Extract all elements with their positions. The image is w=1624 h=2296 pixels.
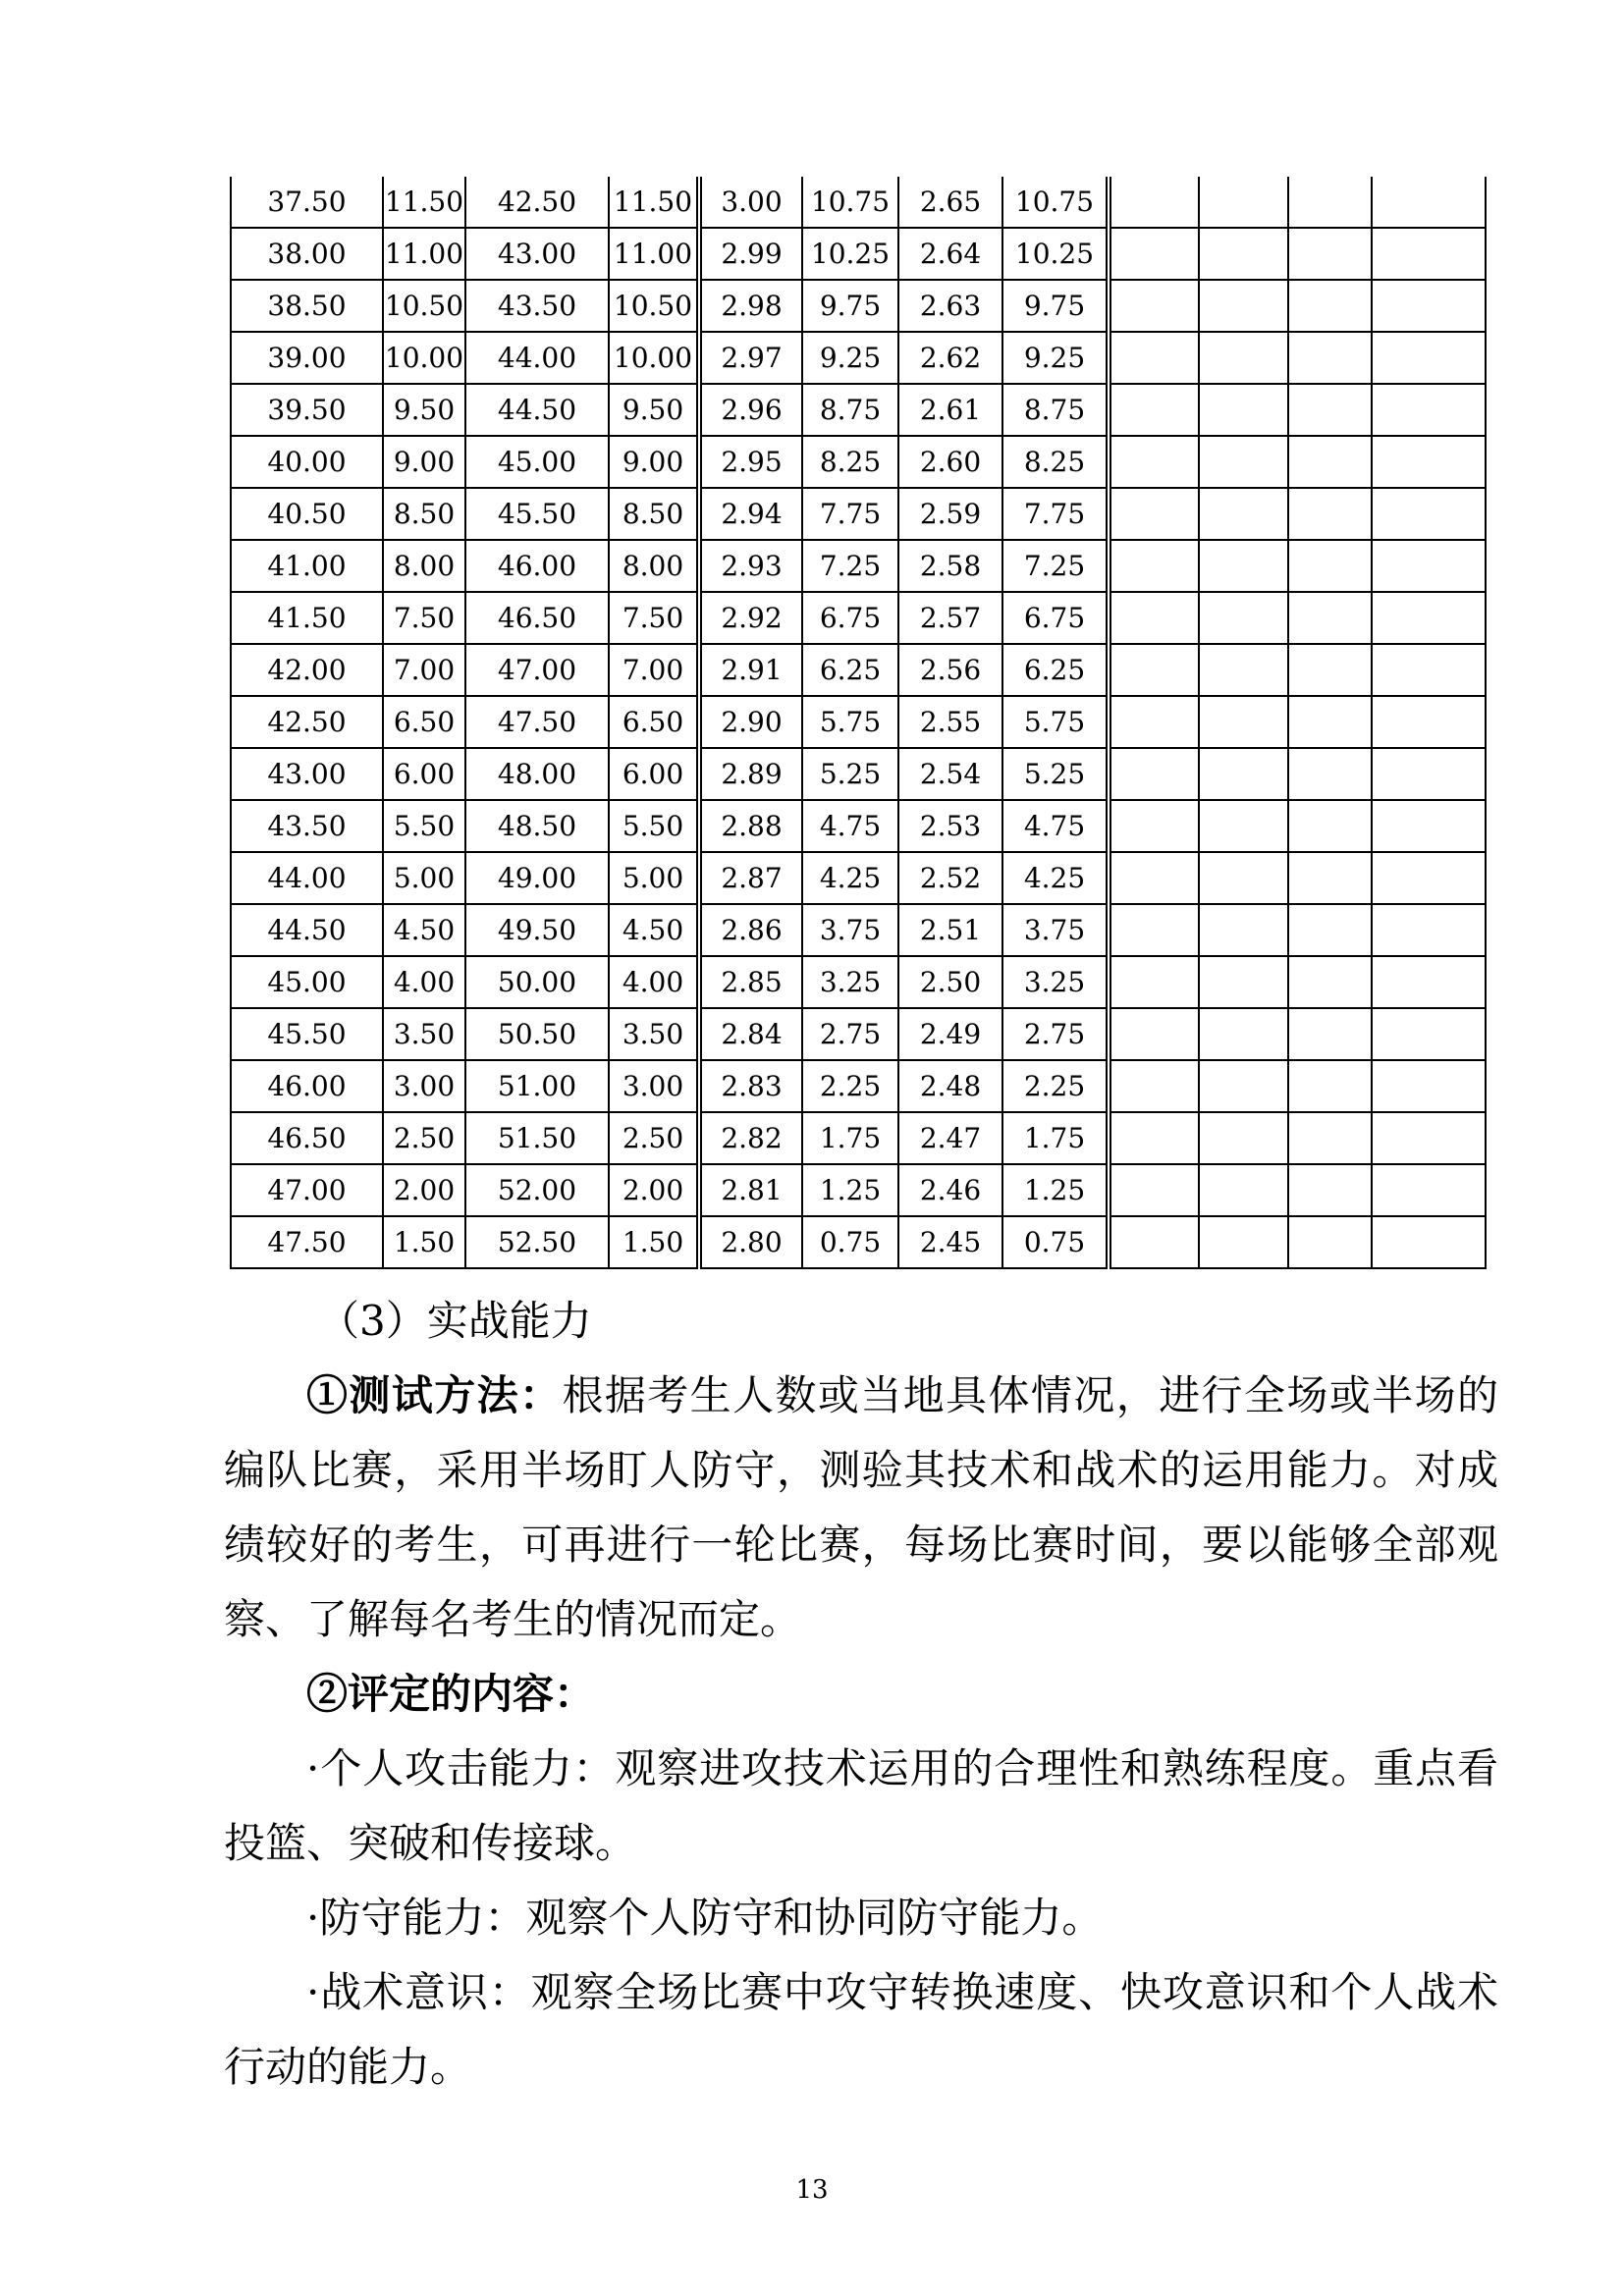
table-cell: 41.00 — [231, 540, 383, 592]
table-row — [231, 904, 1486, 956]
table-cell — [1199, 800, 1288, 852]
table-cell: 9.25 — [1002, 332, 1109, 384]
table-cell: 2.00 — [383, 1164, 465, 1216]
table-cell — [1372, 956, 1486, 1008]
table-cell: 2.95 — [699, 436, 802, 488]
table-cell — [1372, 1216, 1486, 1268]
table-cell: 1.75 — [1002, 1112, 1109, 1164]
table-cell: 9.00 — [383, 436, 465, 488]
table-cell: 9.75 — [802, 280, 898, 332]
table-cell — [1109, 488, 1199, 540]
table-cell: 1.25 — [1002, 1164, 1109, 1216]
table-row — [231, 1216, 1486, 1268]
test-method-text: 根据考生人数或当地具体情况，进行全场或半场的编队比赛，采用半场盯人防守，测验其技术和战术的运用能力。对成绩较好的考生，可再进行一轮比赛，每场比赛时间，要以能够全部观察、了解每名考生的情况而定。 — [224, 1371, 1498, 1643]
table-cell: 2.88 — [699, 800, 802, 852]
table-cell — [1372, 332, 1486, 384]
table-cell: 5.75 — [802, 696, 898, 748]
table-cell — [1288, 177, 1372, 228]
table-cell: 11.00 — [383, 228, 465, 280]
table-cell — [1372, 748, 1486, 800]
table-cell — [1372, 280, 1486, 332]
table-cell: 44.00 — [465, 332, 609, 384]
table-cell: 7.25 — [802, 540, 898, 592]
table-cell: 46.50 — [231, 1112, 383, 1164]
table-cell: 48.00 — [465, 748, 609, 800]
table-cell: 2.58 — [898, 540, 1002, 592]
table-cell: 1.50 — [383, 1216, 465, 1268]
table-cell: 4.25 — [802, 852, 898, 904]
table-cell: 2.54 — [898, 748, 1002, 800]
table-cell: 2.81 — [699, 1164, 802, 1216]
table-cell — [1288, 904, 1372, 956]
table-cell: 4.00 — [609, 956, 699, 1008]
table-cell: 38.50 — [231, 280, 383, 332]
table-cell — [1199, 1112, 1288, 1164]
table-cell: 3.50 — [383, 1008, 465, 1060]
table-cell: 2.94 — [699, 488, 802, 540]
table-cell — [1199, 1060, 1288, 1112]
table-cell — [1372, 644, 1486, 696]
table-cell: 2.59 — [898, 488, 1002, 540]
table-cell: 9.75 — [1002, 280, 1109, 332]
table-cell: 40.00 — [231, 436, 383, 488]
table-cell — [1199, 228, 1288, 280]
section-heading: （3）实战能力 — [318, 1297, 592, 1345]
table-cell: 0.75 — [802, 1216, 898, 1268]
table-row — [231, 488, 1486, 540]
table-cell: 2.52 — [898, 852, 1002, 904]
table-cell — [1372, 488, 1486, 540]
table-cell: 0.75 — [1002, 1216, 1109, 1268]
table-cell: 2.48 — [898, 1060, 1002, 1112]
table-cell: 6.50 — [609, 696, 699, 748]
table-cell — [1372, 1060, 1486, 1112]
table-row — [231, 748, 1486, 800]
table-cell: 11.00 — [609, 228, 699, 280]
table-cell: 7.50 — [383, 592, 465, 644]
table-cell: 6.25 — [802, 644, 898, 696]
score-table-body — [231, 177, 1486, 1268]
table-cell — [1372, 592, 1486, 644]
evaluation-label: ②评定的内容： — [306, 1670, 596, 1718]
table-cell: 43.00 — [465, 228, 609, 280]
table-cell: 2.62 — [898, 332, 1002, 384]
table-cell: 4.50 — [609, 904, 699, 956]
table-cell — [1199, 592, 1288, 644]
table-cell — [1109, 1216, 1199, 1268]
table-cell: 2.64 — [898, 228, 1002, 280]
table-cell: 2.97 — [699, 332, 802, 384]
table-cell: 5.25 — [802, 748, 898, 800]
table-cell: 47.00 — [465, 644, 609, 696]
table-cell — [1199, 956, 1288, 1008]
table-cell — [1288, 852, 1372, 904]
table-cell: 3.00 — [609, 1060, 699, 1112]
table-cell: 2.61 — [898, 384, 1002, 436]
table-cell — [1109, 852, 1199, 904]
table-cell — [1109, 436, 1199, 488]
table-cell — [1288, 800, 1372, 852]
table-cell: 3.75 — [802, 904, 898, 956]
table-cell: 4.75 — [802, 800, 898, 852]
table-cell: 2.82 — [699, 1112, 802, 1164]
table-cell: 8.00 — [609, 540, 699, 592]
table-cell — [1288, 280, 1372, 332]
table-cell: 2.46 — [898, 1164, 1002, 1216]
table-cell: 50.50 — [465, 1008, 609, 1060]
table-cell: 2.51 — [898, 904, 1002, 956]
table-cell: 10.00 — [383, 332, 465, 384]
table-cell: 6.75 — [1002, 592, 1109, 644]
table-cell — [1288, 696, 1372, 748]
table-cell: 10.75 — [1002, 177, 1109, 228]
table-cell: 11.50 — [383, 177, 465, 228]
table-cell: 5.50 — [383, 800, 465, 852]
table-cell: 10.50 — [609, 280, 699, 332]
table-cell — [1288, 332, 1372, 384]
table-cell — [1372, 540, 1486, 592]
table-cell: 41.50 — [231, 592, 383, 644]
table-cell: 2.89 — [699, 748, 802, 800]
table-cell — [1109, 904, 1199, 956]
table-row — [231, 800, 1486, 852]
table-cell: 44.50 — [465, 384, 609, 436]
table-cell: 2.50 — [898, 956, 1002, 1008]
table-cell: 49.50 — [465, 904, 609, 956]
table-cell: 2.56 — [898, 644, 1002, 696]
score-table — [230, 177, 1487, 1269]
table-cell — [1199, 852, 1288, 904]
table-cell: 10.50 — [383, 280, 465, 332]
table-cell — [1109, 1164, 1199, 1216]
table-cell: 2.99 — [699, 228, 802, 280]
table-cell: 37.50 — [231, 177, 383, 228]
table-cell: 43.50 — [231, 800, 383, 852]
table-cell — [1199, 644, 1288, 696]
table-row — [231, 852, 1486, 904]
table-cell: 2.50 — [383, 1112, 465, 1164]
table-cell — [1372, 1164, 1486, 1216]
table-row — [231, 1008, 1486, 1060]
table-cell — [1288, 540, 1372, 592]
table-cell: 7.25 — [1002, 540, 1109, 592]
table-cell: 2.93 — [699, 540, 802, 592]
table-cell — [1109, 800, 1199, 852]
score-table-container — [230, 177, 1485, 1269]
table-cell — [1109, 644, 1199, 696]
table-cell: 9.50 — [383, 384, 465, 436]
table-cell: 40.50 — [231, 488, 383, 540]
table-cell — [1288, 228, 1372, 280]
table-cell — [1288, 748, 1372, 800]
table-cell: 6.25 — [1002, 644, 1109, 696]
table-cell — [1109, 177, 1199, 228]
table-cell: 2.63 — [898, 280, 1002, 332]
table-cell: 1.25 — [802, 1164, 898, 1216]
table-cell — [1288, 1008, 1372, 1060]
table-cell — [1199, 748, 1288, 800]
table-cell: 4.00 — [383, 956, 465, 1008]
table-cell — [1288, 1112, 1372, 1164]
table-cell: 5.00 — [383, 852, 465, 904]
table-cell — [1288, 384, 1372, 436]
table-cell: 2.65 — [898, 177, 1002, 228]
table-cell: 2.53 — [898, 800, 1002, 852]
table-cell: 2.00 — [609, 1164, 699, 1216]
table-cell: 2.47 — [898, 1112, 1002, 1164]
table-cell — [1199, 696, 1288, 748]
table-cell — [1109, 332, 1199, 384]
table-cell: 10.75 — [802, 177, 898, 228]
table-cell — [1109, 696, 1199, 748]
table-cell: 5.75 — [1002, 696, 1109, 748]
table-cell: 2.25 — [1002, 1060, 1109, 1112]
table-cell: 10.00 — [609, 332, 699, 384]
table-cell — [1372, 800, 1486, 852]
table-cell: 2.75 — [1002, 1008, 1109, 1060]
table-cell: 39.00 — [231, 332, 383, 384]
table-cell: 2.57 — [898, 592, 1002, 644]
table-cell — [1372, 384, 1486, 436]
table-cell: 43.50 — [465, 280, 609, 332]
table-cell: 8.75 — [1002, 384, 1109, 436]
table-cell: 2.87 — [699, 852, 802, 904]
table-cell — [1288, 488, 1372, 540]
table-row — [231, 956, 1486, 1008]
table-cell: 10.25 — [1002, 228, 1109, 280]
table-cell: 10.25 — [802, 228, 898, 280]
table-cell: 2.50 — [609, 1112, 699, 1164]
table-cell — [1109, 592, 1199, 644]
table-cell — [1199, 1164, 1288, 1216]
table-cell: 48.50 — [465, 800, 609, 852]
table-cell: 1.50 — [609, 1216, 699, 1268]
table-cell — [1372, 1008, 1486, 1060]
table-cell: 3.00 — [699, 177, 802, 228]
table-cell: 4.50 — [383, 904, 465, 956]
table-cell — [1199, 177, 1288, 228]
table-cell: 45.00 — [231, 956, 383, 1008]
table-row — [231, 1112, 1486, 1164]
table-cell: 7.50 — [609, 592, 699, 644]
table-cell: 46.00 — [465, 540, 609, 592]
table-cell — [1199, 1008, 1288, 1060]
table-cell — [1199, 384, 1288, 436]
table-cell — [1109, 1008, 1199, 1060]
table-row — [231, 592, 1486, 644]
table-cell — [1288, 1216, 1372, 1268]
table-cell — [1109, 384, 1199, 436]
table-cell — [1288, 436, 1372, 488]
table-cell: 46.50 — [465, 592, 609, 644]
table-cell: 2.60 — [898, 436, 1002, 488]
table-cell — [1199, 1216, 1288, 1268]
table-cell — [1288, 644, 1372, 696]
table-row — [231, 696, 1486, 748]
table-cell: 2.86 — [699, 904, 802, 956]
table-cell: 52.50 — [465, 1216, 609, 1268]
table-cell — [1372, 904, 1486, 956]
table-row — [231, 177, 1486, 228]
table-cell: 2.84 — [699, 1008, 802, 1060]
table-cell — [1372, 436, 1486, 488]
table-cell — [1199, 904, 1288, 956]
table-cell: 11.50 — [609, 177, 699, 228]
table-cell: 5.00 — [609, 852, 699, 904]
table-cell — [1288, 1060, 1372, 1112]
section-content — [224, 1284, 1498, 2105]
table-cell: 2.85 — [699, 956, 802, 1008]
table-cell: 8.25 — [1002, 436, 1109, 488]
table-cell: 8.50 — [609, 488, 699, 540]
table-cell: 38.00 — [231, 228, 383, 280]
table-cell — [1372, 177, 1486, 228]
table-cell: 6.50 — [383, 696, 465, 748]
table-cell: 3.25 — [802, 956, 898, 1008]
table-cell: 39.50 — [231, 384, 383, 436]
table-cell: 46.00 — [231, 1060, 383, 1112]
table-cell: 42.00 — [231, 644, 383, 696]
table-cell: 7.75 — [1002, 488, 1109, 540]
table-cell: 2.83 — [699, 1060, 802, 1112]
table-cell — [1372, 852, 1486, 904]
test-method-paragraph — [224, 1359, 1498, 1657]
table-cell — [1199, 332, 1288, 384]
table-row — [231, 644, 1486, 696]
table-cell: 2.49 — [898, 1008, 1002, 1060]
table-row — [231, 436, 1486, 488]
table-cell: 42.50 — [231, 696, 383, 748]
table-cell: 7.00 — [383, 644, 465, 696]
table-row — [231, 280, 1486, 332]
table-cell: 2.92 — [699, 592, 802, 644]
table-cell: 44.50 — [231, 904, 383, 956]
table-cell: 8.25 — [802, 436, 898, 488]
table-cell — [1372, 1112, 1486, 1164]
table-cell: 45.50 — [465, 488, 609, 540]
table-cell — [1109, 228, 1199, 280]
table-cell: 43.00 — [231, 748, 383, 800]
table-cell: 5.50 — [609, 800, 699, 852]
table-cell: 3.00 — [383, 1060, 465, 1112]
table-cell: 2.98 — [699, 280, 802, 332]
table-cell: 2.55 — [898, 696, 1002, 748]
table-cell — [1109, 1112, 1199, 1164]
table-cell: 47.50 — [231, 1216, 383, 1268]
table-cell — [1288, 956, 1372, 1008]
table-cell: 2.45 — [898, 1216, 1002, 1268]
table-cell — [1288, 1164, 1372, 1216]
table-cell: 3.25 — [1002, 956, 1109, 1008]
table-cell: 8.50 — [383, 488, 465, 540]
evaluation-item-defense: ·防守能力：观察个人防守和协同防守能力。 — [306, 1894, 1104, 1942]
table-cell: 2.90 — [699, 696, 802, 748]
table-cell: 51.50 — [465, 1112, 609, 1164]
table-cell: 2.96 — [699, 384, 802, 436]
table-row — [231, 1164, 1486, 1216]
table-cell: 8.75 — [802, 384, 898, 436]
page-number: 13 — [795, 2175, 829, 2205]
table-cell: 45.50 — [231, 1008, 383, 1060]
table-cell: 5.25 — [1002, 748, 1109, 800]
table-cell — [1199, 280, 1288, 332]
table-cell: 47.00 — [231, 1164, 383, 1216]
table-row — [231, 1060, 1486, 1112]
table-cell: 7.00 — [609, 644, 699, 696]
table-cell — [1372, 696, 1486, 748]
table-cell — [1199, 540, 1288, 592]
table-cell — [1109, 540, 1199, 592]
table-cell — [1109, 956, 1199, 1008]
table-cell — [1372, 228, 1486, 280]
table-cell: 49.00 — [465, 852, 609, 904]
table-cell: 6.00 — [609, 748, 699, 800]
test-method-label: ①测试方法： — [306, 1371, 563, 1419]
evaluation-item-attack: ·个人攻击能力：观察进攻技术运用的合理性和熟练程度。重点看投篮、突破和传接球。 — [224, 1744, 1498, 1867]
table-row — [231, 540, 1486, 592]
table-cell — [1109, 280, 1199, 332]
table-cell: 42.50 — [465, 177, 609, 228]
table-cell: 3.75 — [1002, 904, 1109, 956]
evaluation-item-tactics: ·战术意识：观察全场比赛中攻守转换速度、快攻意识和个人战术行动的能力。 — [224, 1968, 1498, 2091]
table-cell: 6.00 — [383, 748, 465, 800]
table-cell: 50.00 — [465, 956, 609, 1008]
table-cell — [1109, 1060, 1199, 1112]
table-row — [231, 332, 1486, 384]
table-row — [231, 384, 1486, 436]
table-cell: 2.80 — [699, 1216, 802, 1268]
table-cell: 3.50 — [609, 1008, 699, 1060]
table-cell: 47.50 — [465, 696, 609, 748]
table-cell: 45.00 — [465, 436, 609, 488]
table-cell: 8.00 — [383, 540, 465, 592]
table-cell — [1199, 436, 1288, 488]
table-cell: 9.25 — [802, 332, 898, 384]
table-row — [231, 228, 1486, 280]
table-cell — [1109, 748, 1199, 800]
table-cell: 2.25 — [802, 1060, 898, 1112]
table-cell: 1.75 — [802, 1112, 898, 1164]
table-cell: 52.00 — [465, 1164, 609, 1216]
table-cell: 44.00 — [231, 852, 383, 904]
table-cell: 2.75 — [802, 1008, 898, 1060]
table-cell: 9.50 — [609, 384, 699, 436]
table-cell: 4.25 — [1002, 852, 1109, 904]
table-cell: 7.75 — [802, 488, 898, 540]
table-cell: 2.91 — [699, 644, 802, 696]
table-cell: 9.00 — [609, 436, 699, 488]
table-cell — [1288, 592, 1372, 644]
table-cell: 4.75 — [1002, 800, 1109, 852]
table-cell: 6.75 — [802, 592, 898, 644]
table-cell: 51.00 — [465, 1060, 609, 1112]
table-cell — [1199, 488, 1288, 540]
